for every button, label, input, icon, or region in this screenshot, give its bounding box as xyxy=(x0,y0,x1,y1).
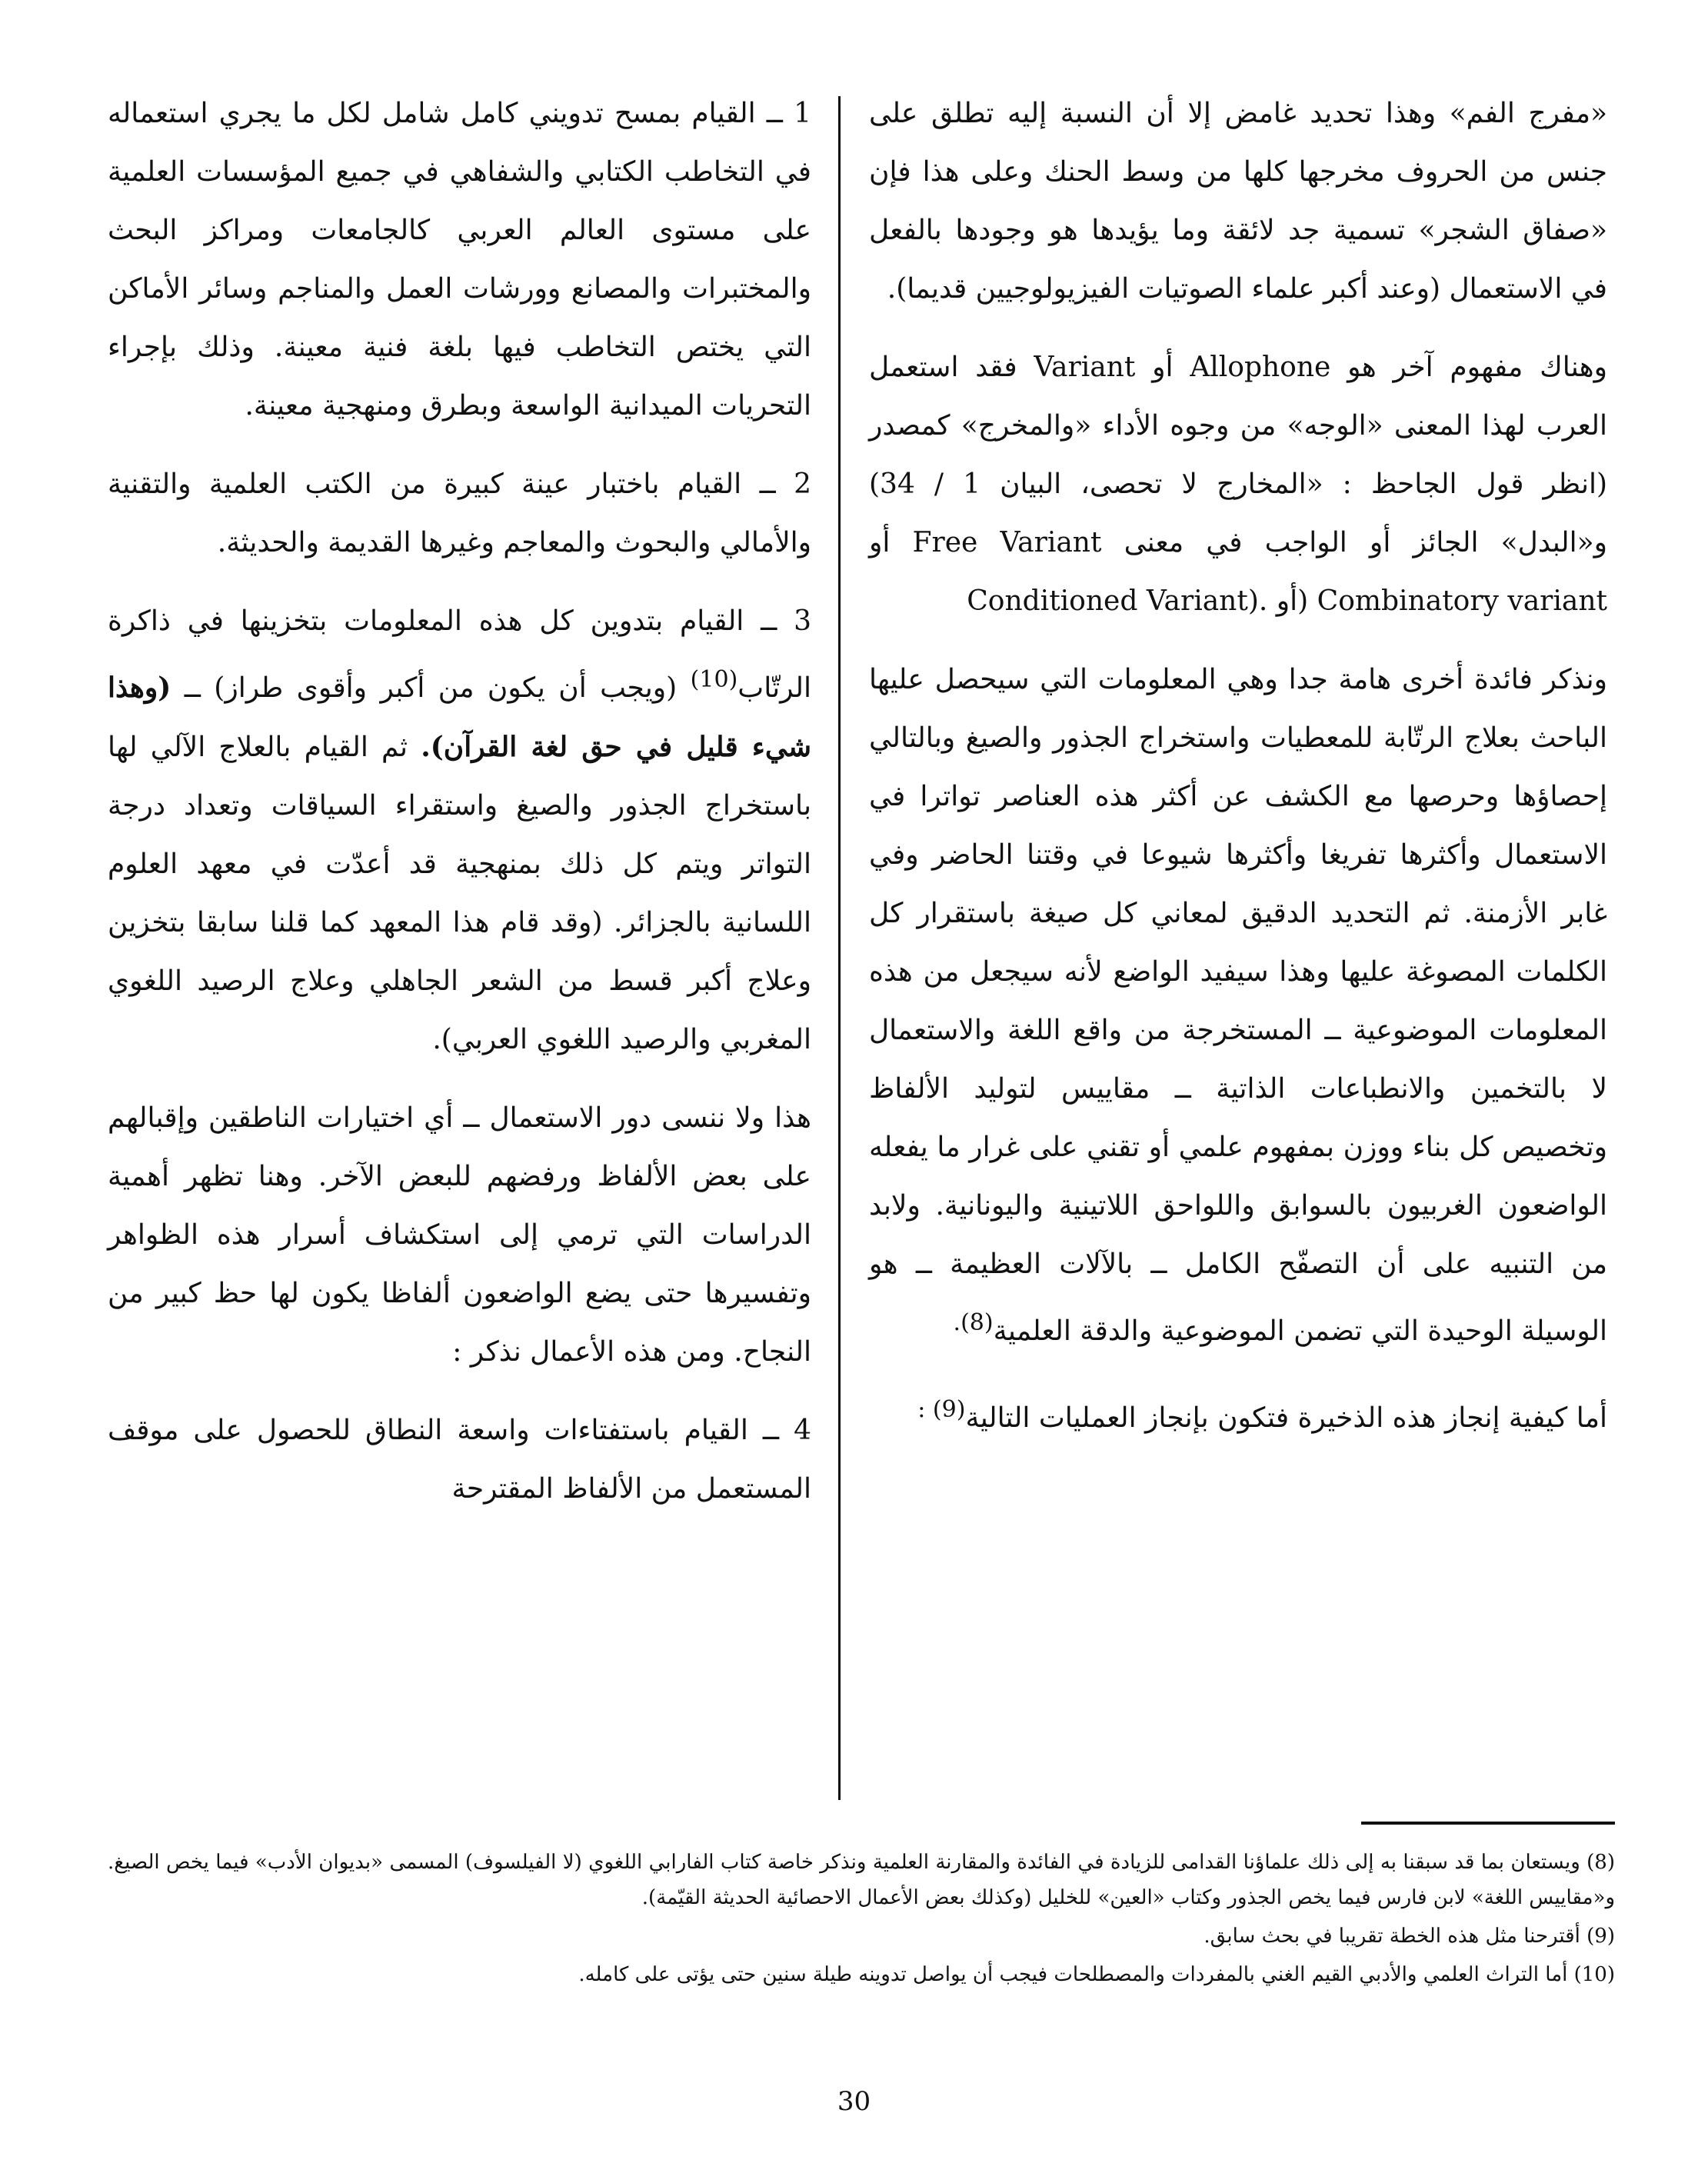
footnote-ref: (9) : xyxy=(917,1396,966,1423)
latin-term: Combinatory variant xyxy=(1317,585,1607,617)
paragraph-text: وهناك مفهوم آخر هو xyxy=(1347,352,1607,383)
list-item-text: (ويجب أن يكون من أكبر وأقوى طراز) ــ xyxy=(184,672,678,704)
right-column xyxy=(869,85,1607,1468)
list-item-text: 3 ــ القيام بتدوين كل هذه المعلومات بتخزينها في ذاكرة الرتّاب xyxy=(108,605,812,704)
paragraph-text: أو xyxy=(1152,352,1174,383)
paragraph xyxy=(869,338,1607,631)
paragraph-text: أو xyxy=(869,527,891,558)
paragraph-text: (أو xyxy=(1276,585,1309,617)
paragraph xyxy=(108,1089,811,1382)
latin-term: Free Variant xyxy=(912,527,1102,558)
left-column xyxy=(108,85,811,1538)
paragraph-text: «مفرج الفم» وهذا تحديد غامض إلا أن النسبة إليه تطلق على جنس من الحروف مخرجها كلها من وسط الحنك وعلى هذا فإن «صفاق الشجر» تسمية جد لائقة وما يؤيدها هو وجودها بالفعل في الاستعمال (وعند أكبر علماء الصوتيات الفيزيولوجيين قديما). xyxy=(869,98,1607,305)
list-item-text: 4 ــ القيام باستفتاءات واسعة النطاق للحصول على موقف المستعمل من الألفاظ المقترحة xyxy=(108,1415,811,1505)
footnote-separator xyxy=(1361,1822,1615,1825)
paragraph xyxy=(869,85,1607,318)
paragraph xyxy=(869,1381,1607,1448)
emphasis-text: (وهذا شيء قليل في حق لغة القرآن). xyxy=(108,672,812,763)
page-number: 30 xyxy=(837,2086,871,2117)
footnote-10: (10) أما التراث العلمي والأدبي القيم الغني بالمفردات والمصطلحات فيجب أن يواصل تدوينه طيلة سنين حتى يؤتى على كامله. xyxy=(578,1963,1615,1986)
paragraph-text: فقد استعمل العرب لهذا المعنى «الوجه» من وجوه الأداء «والمخرج» كمصدر (انظر قول الجاحظ : «المخارج لا تحصى، البيان 1 / 34) و«البدل» الجائز أو الواجب في معنى xyxy=(869,352,1608,558)
list-item-text: ثم القيام بالعلاج الآلي لها باستخراج الجذور والصيغ واستقراء السياقات وتعداد درجة التواتر ويتم كل ذلك بمنهجية قد أعدّت في معهد العلوم اللسانية بالجزائر. (وقد قام هذا المعهد كما قلنا سابقا بتخزين وعلاج أكبر قسط من الشعر الجاهلي وعلاج الرصيد اللغوي المغربي والرصيد اللغوي العربي). xyxy=(108,732,811,1055)
list-item xyxy=(108,85,811,435)
list-item-text: 2 ــ القيام باختبار عينة كبيرة من الكتب العلمية والتقنية والأمالي والبحوث والمعاجم وغيرها القديمة والحديثة. xyxy=(108,468,811,558)
paragraph xyxy=(869,651,1607,1361)
footnote-ref: (8). xyxy=(953,1309,994,1336)
footnote-9: (9) أقترحنا مثل هذه الخطة تقريبا في بحث سابق. xyxy=(1204,1925,1615,1948)
footnote-ref: (10) xyxy=(690,666,738,693)
list-item-text: 1 ــ القيام بمسح تدويني كامل شامل لكل ما يجري استعماله في التخاطب الكتابي والشفاهي في جميع المؤسسات العلمية على مستوى العالم العربي كالجامعات ومراكز البحث والمختبرات والمصانع وورشات العمل والمناجم وسائر الأماكن التي يختص التخاطب فيها بلغة فنية معينة. وذلك بإجراء التحريات الميدانية الواسعة وبطرق ومنهجية معينة. xyxy=(108,98,811,422)
paragraph-text: هذا ولا ننسى دور الاستعمال ــ أي اختيارات الناطقين وإقبالهم على بعض الألفاظ ورفضهم للبعض الآخر. وهنا تظهر أهمية الدراسات التي ترمي إلى استكشاف أسرار هذه الظواهر وتفسيرها حتى يضع الواضعون ألفاظا يكون لها حظ كبير من النجاح. ومن هذه الأعمال نذكر : xyxy=(108,1102,811,1368)
latin-term: Allophone xyxy=(1190,352,1331,383)
list-item xyxy=(108,455,811,572)
column-divider xyxy=(838,96,841,1800)
paragraph-text: أما كيفية إنجاز هذه الذخيرة فتكون بإنجاز العمليات التالية xyxy=(965,1402,1607,1434)
footnote-8: (8) ويستعان بما قد سبقنا به إلى ذلك علماؤنا القدامى للزيادة في الفائدة والمقارنة العلمية ونذكر خاصة كتاب الفارابي اللغوي (لا الفيلسوف) المسمى «بديوان الأدب» فيما يخص الصيغ. و«مقاييس اللغة» لابن فارس فيما يخص الجذور وكتاب «العين» للخليل (وكذلك بعض الأعمال الاحصائية الحديثة القيّمة). xyxy=(108,1851,1615,1909)
list-item xyxy=(108,1402,811,1518)
latin-term: Conditioned Variant). xyxy=(967,585,1268,617)
latin-term: Variant xyxy=(1034,352,1136,383)
paragraph-text: ونذكر فائدة أخرى هامة جدا وهي المعلومات التي سيحصل عليها الباحث بعلاج الرتّابة للمعطيات واستخراج الجذور والصيغ وبالتالي إحصاؤها وحرصها مع الكشف عن أكثر هذه العناصر تواترا في الاستعمال وأكثرها تفريغا وأكثرها شيوعا في وقتنا الحاضر وفي غابر الأزمنة. ثم التحديد الدقيق لمعاني كل صيغة باستقرار كل الكلمات المصوغة عليها وهذا سيفيد الواضع لأنه سيجعل من هذه المعلومات الموضوعية ــ المستخرجة من واقع اللغة والاستعمال لا بالتخمين والانطباعات الذاتية ــ مقاييس لتوليد الألفاظ وتخصيص كل بناء ووزن بمفهوم علمي أو تقني على غرار ما يفعله الواضعون الغربيون بالسوابق واللواحق اللاتينية واليونانية. ولابد من التنبيه على أن التصفّح الكامل ــ بالآلات العظيمة ــ هو الوسيلة الوحيدة التي تضمن الموضوعية والدقة العلمية xyxy=(869,664,1607,1347)
list-item xyxy=(108,592,811,1069)
footnotes xyxy=(108,1845,1615,1995)
